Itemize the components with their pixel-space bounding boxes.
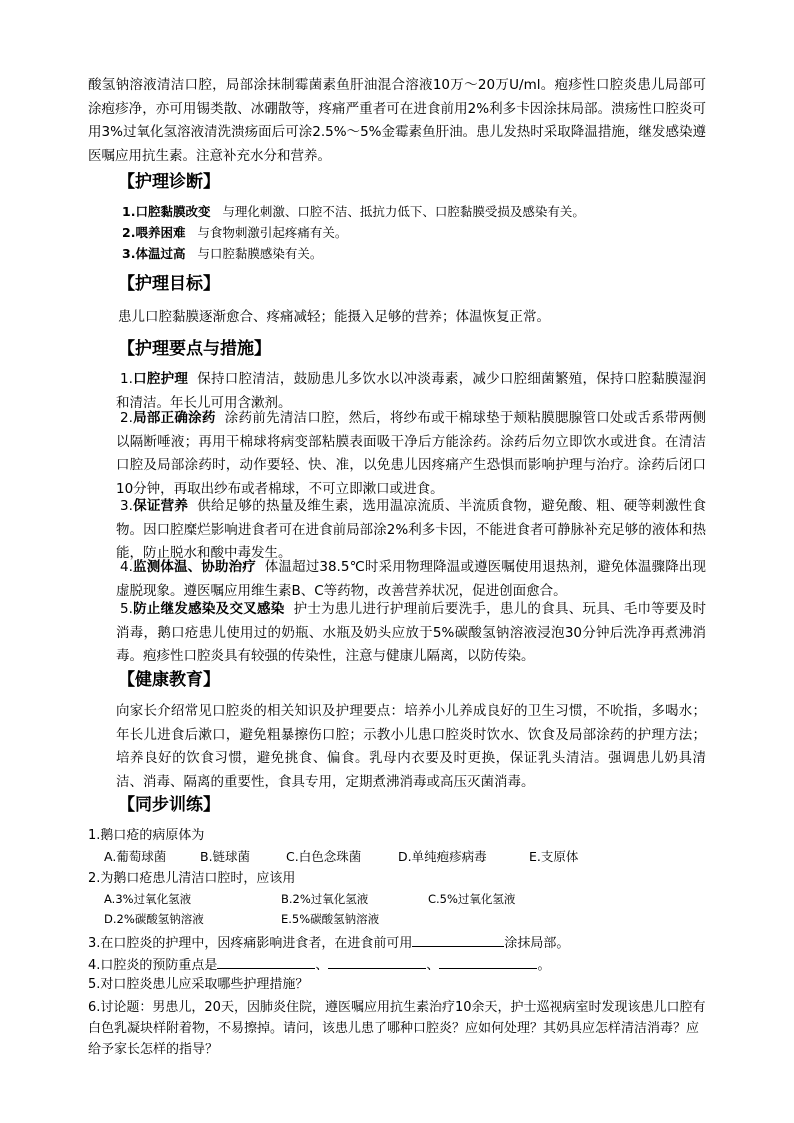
- diagnosis-item-text: 与口腔黏膜感染有关。: [197, 246, 323, 261]
- q1-option: C.白色念珠菌: [286, 849, 362, 864]
- measure-item-text: 供给足够的热量及维生素，选用温凉流质、半流质食物，避免酸、粗、硬等刺激性食物。因口腔糜烂影响进食者可在进食前局部涂2%利多卡因，不能进食者可静脉补充足够的液体和热能，防止脱水和酸中毒发生。: [116, 498, 707, 561]
- measure-item-text: 体温超过38.5℃时采用物理降温或遵医嘱使用退热剂，避免体温骤降出现虚脱现象。遵医嘱应用维生素B、C等药物，改善营养状况，促进创面愈合。: [116, 559, 706, 599]
- q2-option: E.5%碳酸氢钠溶液: [281, 912, 380, 926]
- question-1: 1.鹅口疮的病原体为: [88, 828, 205, 843]
- answer-blank: [439, 954, 537, 969]
- measure-item-title: 口腔护理: [132, 371, 189, 387]
- diagnosis-heading: 【护理诊断】: [118, 172, 220, 192]
- diagnosis-item-text: 与理化刺激、口腔不洁、抵抗力低下、口腔黏膜受损及感染有关。: [222, 204, 585, 219]
- measure-item: 5.防止继发感染及交叉感染 护士为患儿进行护理前后要洗手，患儿的食具、玩具、毛巾等要及时消毒，鹅口疮患儿使用过的奶瓶、水瓶及奶头应放于5%碳酸氢钠溶液浸泡30分钟后洗净再煮沸消毒。疱疹性口腔炎具有较强的传染性，注意与健康儿隔离，以防传染。: [116, 601, 707, 664]
- goal-text: 患儿口腔黏膜逐渐愈合、疼痛减轻；能摄入足够的营养；体温恢复正常。: [118, 309, 550, 325]
- question-2: 2.为鹅口疮患儿清洁口腔时，应该用: [88, 871, 296, 886]
- answer-blank: [328, 954, 426, 969]
- measure-item-text: 涂药前先清洁口腔，然后，将纱布或干棉球垫于颊粘膜腮腺管口处或舌系带两侧以隔断唾液；再用干棉球将病变部粘膜表面吸干净后方能涂药。涂药后勿立即饮水或进食。在清洁口腔及局部涂药时，动作要轻、快、准，以免患儿因疼痛产生恐惧而影响护理与治疗。涂药后闭口10分钟，再取出纱布或者棉球，不可立即漱口或进食。: [116, 410, 707, 497]
- q2-option: D.2%碳酸氢钠溶液: [104, 912, 204, 926]
- exercise-heading: 【同步训练】: [118, 795, 220, 815]
- education-heading: 【健康教育】: [118, 670, 220, 690]
- q1-option: A.葡萄球菌: [104, 849, 167, 864]
- diagnosis-item: [122, 202, 585, 222]
- measure-item-text: 护士为患儿进行护理前后要洗手，患儿的食具、玩具、毛巾等要及时消毒，鹅口疮患儿使用过的奶瓶、水瓶及奶头应放于5%碳酸氢钠溶液浸泡30分钟后洗净再煮沸消毒。疱疹性口腔炎具有较强的传染性，注意与健康儿隔离，以防传染。: [116, 601, 707, 664]
- measure-item-text: 保持口腔清洁，鼓励患儿多饮水以冲淡毒素，减少口腔细菌繁殖，保持口腔黏膜湿润和清洁。年长儿可用含漱剂。: [116, 371, 707, 411]
- answer-blank: [217, 954, 315, 969]
- intro-paragraph: 酸氢钠溶液清洁口腔，局部涂抹制霉菌素鱼肝油混合溶液10万～20万U/ml。疱疹性口腔炎患儿局部可涂疱疹净，亦可用锡类散、冰硼散等，疼痛严重者可在进食前用2%利多卡因涂抹局部。溃疡性口腔炎可用3%过氧化氢溶液清洗溃疡面后可涂2.5%～5%金霉素鱼肝油。患儿发热时采取降温措施，继发感染遵医嘱应用抗生素。注意补充水分和营养。: [88, 77, 706, 164]
- question-4: 4.口腔炎的预防重点是 、 、 。: [88, 954, 550, 976]
- q1-option: E.支原体: [529, 849, 579, 864]
- measure-item: 1.口腔护理 保持口腔清洁，鼓励患儿多饮水以冲淡毒素，减少口腔细菌繁殖，保持口腔黏膜湿润和清洁。年长儿可用含漱剂。: [116, 371, 707, 411]
- answer-blank: [412, 932, 504, 947]
- diagnosis-item-text: 与食物刺激引起疼痛有关。: [197, 225, 348, 240]
- question-5: 5.对口腔炎患儿应采取哪些护理措施？: [88, 977, 309, 992]
- goal-heading: 【护理目标】: [118, 274, 220, 294]
- q2-option: C.5%过氧化氢液: [428, 892, 516, 906]
- measure-item-title: 保证营养: [132, 498, 189, 514]
- measure-item: 4.监测体温、协助治疗 体温超过38.5℃时采用物理降温或遵医嘱使用退热剂，避免体温骤降出现虚脱现象。遵医嘱应用维生素B、C等药物，改善营养状况，促进创面愈合。: [116, 559, 706, 599]
- question-3: 3.在口腔炎的护理中，因疼痛影响进食者，在进食前可用 涂抹局部。: [88, 932, 569, 954]
- question-6: 6.讨论题：男患儿，20天，因肺炎住院，遵医嘱应用抗生素治疗10余天，护士巡视病室时发现该患儿口腔有白色乳凝块样附着物，不易擦掉。请问，该患儿患了哪种口腔炎？应如何处理？其奶具应怎样清洁消毒？应给予家长怎样的指导？: [88, 1000, 706, 1057]
- measures-heading: 【护理要点与措施】: [118, 339, 271, 359]
- measure-item: 3.保证营养 供给足够的热量及维生素，选用温凉流质、半流质食物，避免酸、粗、硬等刺激性食物。因口腔糜烂影响进食者可在进食前局部涂2%利多卡因，不能进食者可静脉补充足够的液体和热能，防止脱水和酸中毒发生。: [116, 498, 707, 561]
- q1-option: D.单纯疱疹病毒: [398, 849, 487, 864]
- diagnosis-item: [122, 223, 347, 243]
- diagnosis-item-title: 3.体温过高: [122, 246, 186, 261]
- diagnosis-item: [122, 244, 322, 264]
- measure-item-title: 局部正确涂药: [132, 410, 216, 426]
- diagnosis-item-title: 2.喂养困难: [122, 225, 186, 240]
- education-text: 向家长介绍常见口腔炎的相关知识及护理要点：培养小儿养成良好的卫生习惯，不吮指，多喝水；年长儿进食后漱口，避免粗暴擦伤口腔；示教小儿患口腔炎时饮水、饮食及局部涂药的护理方法；培养良好的饮食习惯，避免挑食、偏食。乳母内衣要及时更换，保证乳头清洁。强调患儿奶具清洁、消毒、隔离的重要性，食具专用，定期煮沸消毒或高压灭菌消毒。: [116, 703, 706, 790]
- diagnosis-item-title: 1.口腔黏膜改变: [122, 204, 211, 219]
- measure-item-title: 监测体温、协助治疗: [132, 559, 256, 575]
- q2-option: A.3%过氧化氢液: [104, 892, 192, 906]
- measure-item-title: 防止继发感染及交叉感染: [132, 601, 285, 617]
- q1-option: B.链球菌: [200, 849, 251, 864]
- q2-option: B.2%过氧化氢液: [281, 892, 369, 906]
- measure-item: 2.局部正确涂药 涂药前先清洁口腔，然后，将纱布或干棉球垫于颊粘膜腮腺管口处或舌系带两侧以隔断唾液；再用干棉球将病变部粘膜表面吸干净后方能涂药。涂药后勿立即饮水或进食。在清洁口腔及局部涂药时，动作要轻、快、准，以免患儿因疼痛产生恐惧而影响护理与治疗。涂药后闭口10分钟，再取出纱布或者棉球，不可立即漱口或进食。: [116, 410, 707, 497]
